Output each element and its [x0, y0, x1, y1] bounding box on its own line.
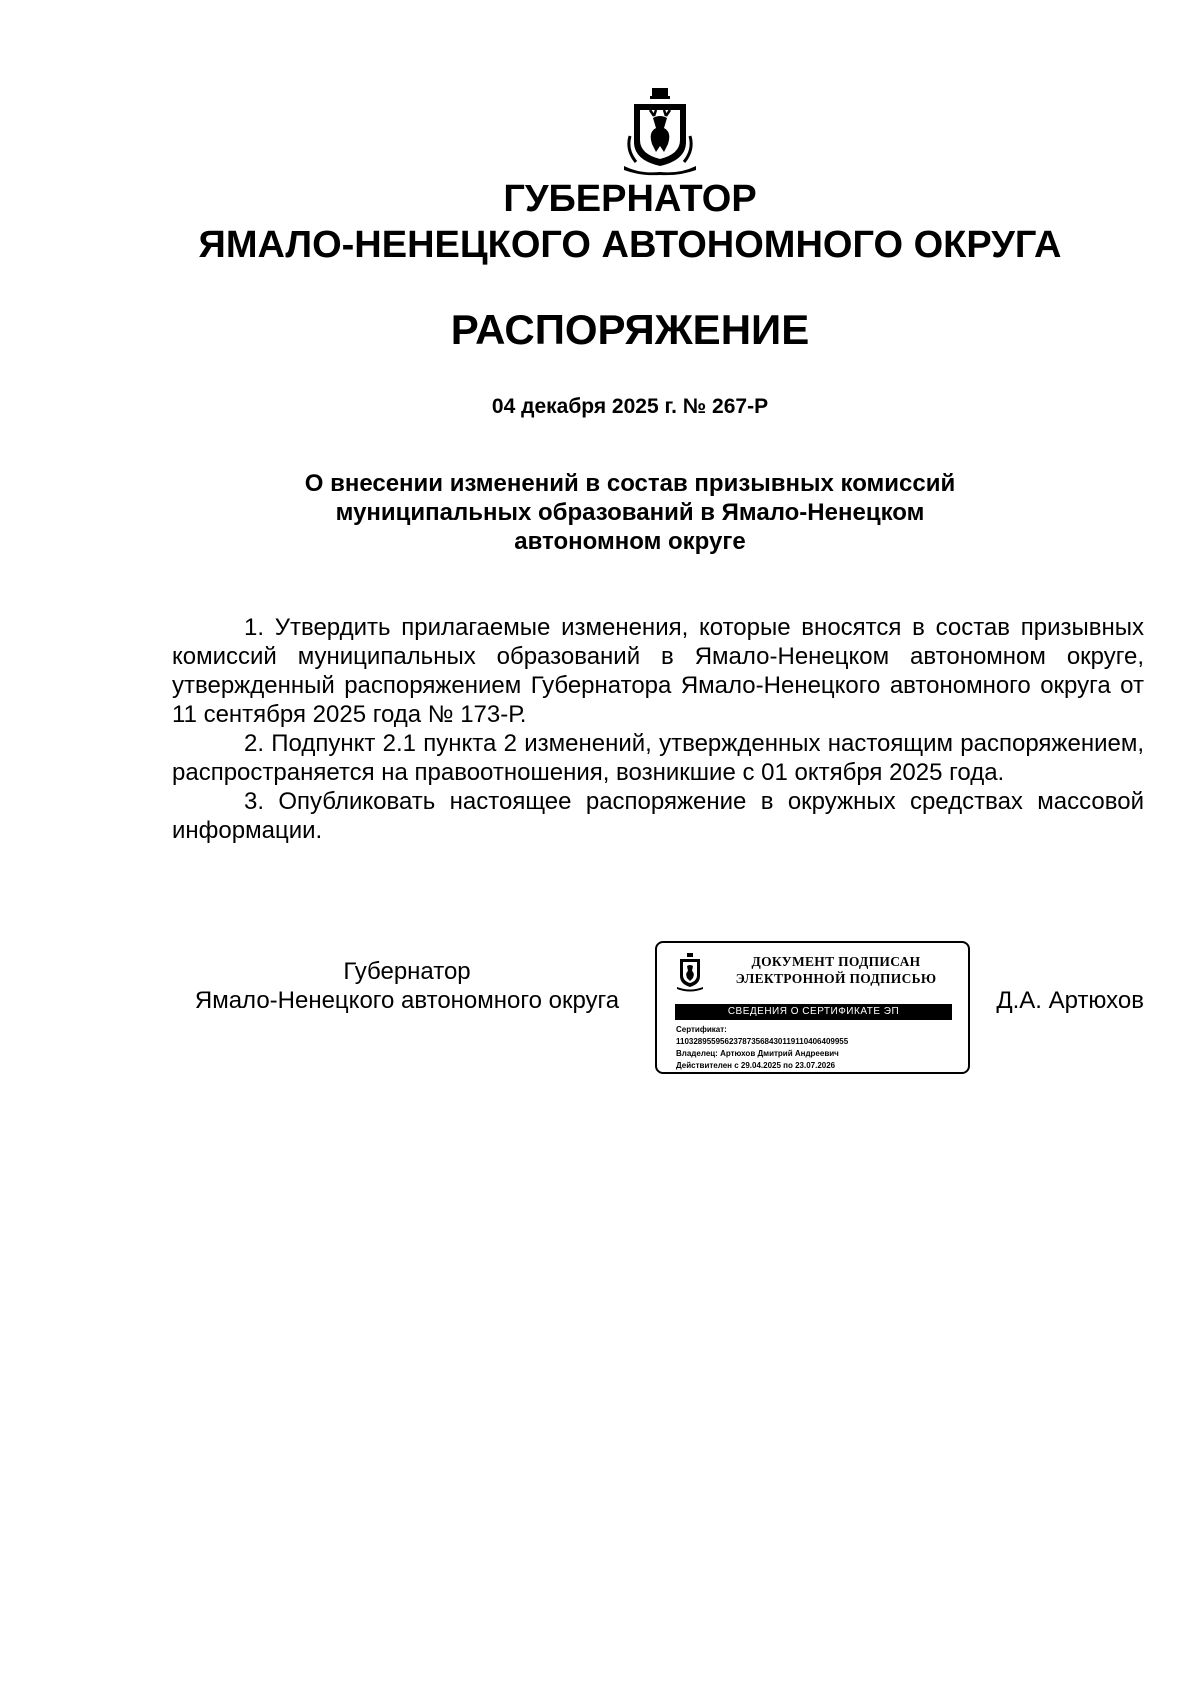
authority-title: [150, 176, 1110, 268]
stamp-heading-line2: ЭЛЕКТРОННОЙ ПОДПИСЬЮ: [735, 971, 937, 986]
stamp-certificate-details: [676, 1024, 961, 1072]
stamp-cert-number: 110328955956237873568430119110406409955: [676, 1037, 849, 1046]
document-body: [172, 613, 1144, 845]
authority-title-line2: ЯМАЛО-НЕНЕЦКОГО АВТОНОМНОГО ОКРУГА: [198, 224, 1062, 266]
stamp-heading-line1: ДОКУМЕНТ ПОДПИСАН: [751, 954, 921, 969]
subject-line3: автономном округе: [514, 528, 746, 555]
signatory-name: Д.А. Артюхов: [996, 987, 1144, 1014]
electronic-signature-stamp: [655, 941, 970, 1074]
signatory-position-line2: Ямало-Ненецкого автономного округа: [194, 987, 620, 1014]
body-paragraph-2: 2. Подпункт 2.1 пункта 2 изменений, утвержденных настоящим распоряжением, распространяется на правоотношения, возникшие с 01 октября 2025 года.: [172, 730, 1144, 786]
document-subject: [250, 469, 1010, 556]
coat-of-arms-icon: [675, 952, 705, 992]
stamp-owner: Владелец: Артюхов Дмитрий Андреевич: [676, 1049, 839, 1058]
document-date-number: 04 декабря 2025 г. № 267-Р: [491, 395, 769, 418]
body-paragraph-1: 1. Утвердить прилагаемые изменения, которые вносятся в состав призывных комиссий муниципальных образований в Ямало-Ненецком автономном округе, утвержденный распоряжением Губернатора Ямало-Ненецкого автономного округа от 11 сентября 2025 года № 173-Р.: [172, 614, 1144, 728]
stamp-cert-label: Сертификат:: [676, 1025, 727, 1034]
stamp-validity: Действителен с 29.04.2025 по 23.07.2026: [676, 1061, 836, 1070]
authority-title-line1: ГУБЕРНАТОР: [503, 178, 757, 220]
signatory-position-line1: Губернатор: [343, 958, 471, 985]
document-type: РАСПОРЯЖЕНИЕ: [450, 306, 810, 353]
coat-of-arms-icon: [620, 86, 700, 176]
stamp-heading: [712, 953, 960, 987]
body-paragraph-3: 3. Опубликовать настоящее распоряжение в окружных средствах массовой информации.: [172, 788, 1144, 844]
signatory-position: [172, 957, 642, 1015]
subject-line2: муниципальных образований в Ямало-Ненецком: [335, 499, 925, 526]
subject-line1: О внесении изменений в состав призывных комиссий: [304, 470, 956, 497]
stamp-certificate-bar: СВЕДЕНИЯ О СЕРТИФИКАТЕ ЭП: [675, 1004, 952, 1020]
